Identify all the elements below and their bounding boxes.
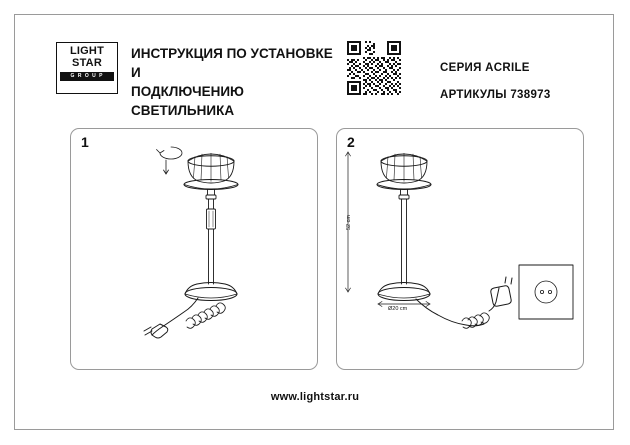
article-label: АРТИКУЛЫ 738973 bbox=[440, 89, 551, 101]
lightstar-logo bbox=[56, 42, 118, 94]
height-dimension-label: 52 cm bbox=[346, 215, 352, 230]
qr-code-icon bbox=[347, 41, 401, 95]
logo-group-bar: G R O U P bbox=[60, 72, 114, 81]
page-title bbox=[131, 44, 346, 120]
step-1-panel bbox=[70, 128, 318, 370]
product-info bbox=[440, 55, 551, 109]
step-2-panel bbox=[336, 128, 584, 370]
step-2-number: 2 bbox=[347, 134, 355, 150]
logo-line-2: STAR bbox=[72, 56, 102, 69]
series-label: СЕРИЯ ACRILE bbox=[440, 62, 530, 74]
footer-url: www.lightstar.ru bbox=[270, 391, 360, 403]
diameter-dimension-label: Ø20 cm bbox=[388, 306, 408, 312]
logo-line-1: LIGHT bbox=[70, 45, 104, 57]
page-title-line-1: ИНСТРУКЦИЯ ПО УСТАНОВКЕ И bbox=[131, 46, 333, 80]
step-1-number: 1 bbox=[81, 134, 89, 150]
page-title-line-2: ПОДКЛЮЧЕНИЮ СВЕТИЛЬНИКА bbox=[131, 84, 244, 118]
